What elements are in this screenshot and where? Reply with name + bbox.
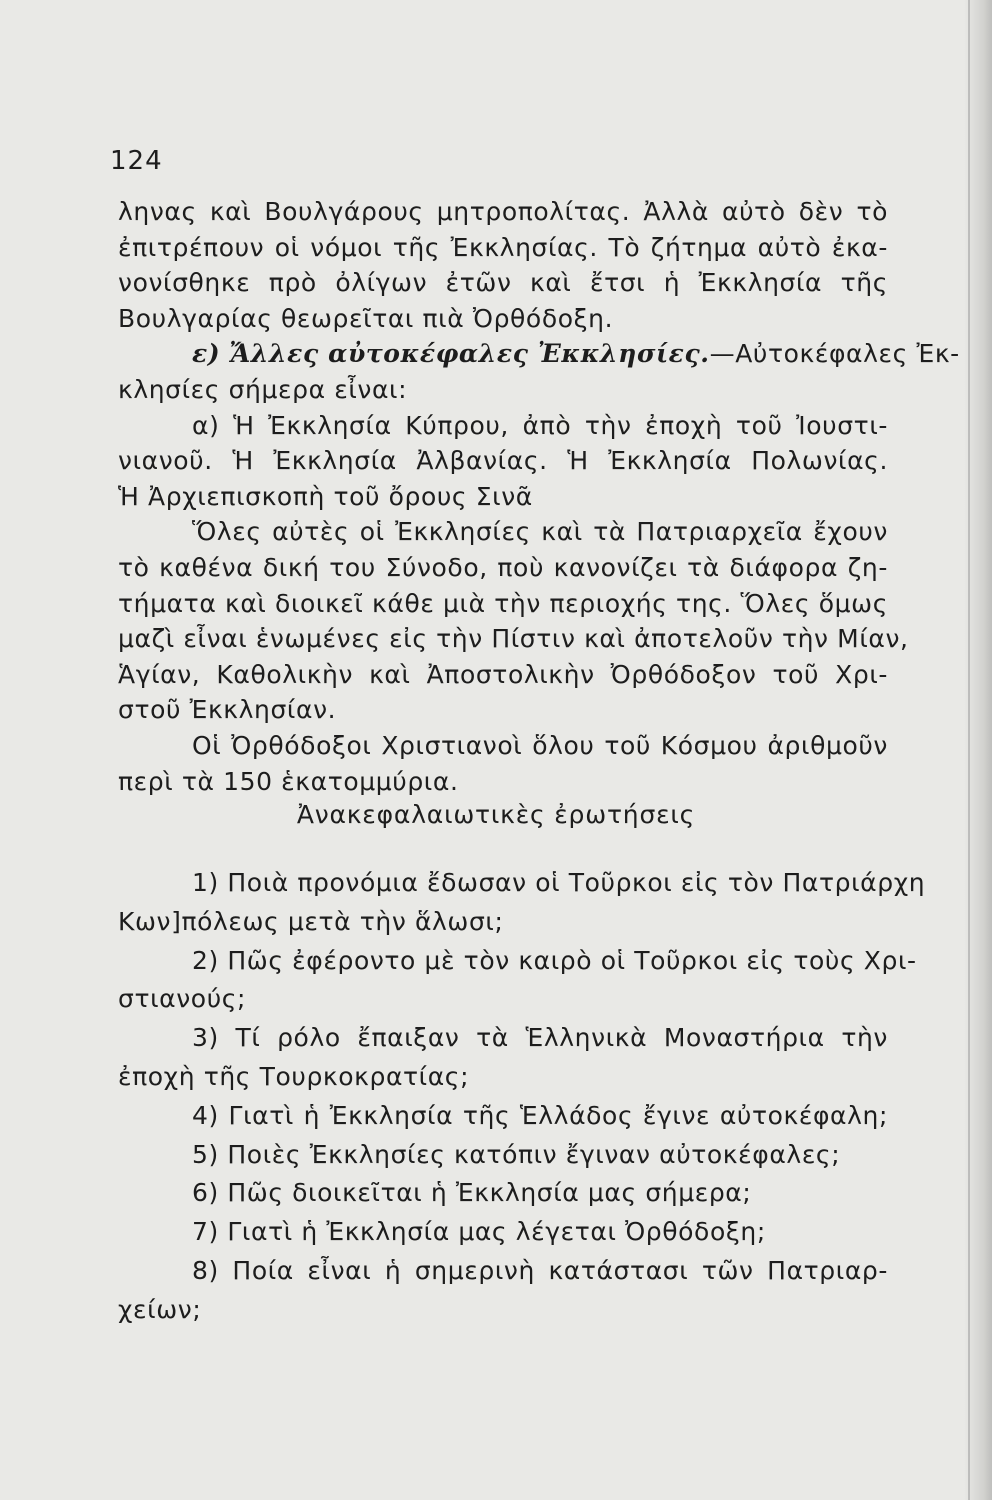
text-line: ληνας καὶ Βουλγάρους μητροπολίτας. Ἀλλὰ αὐτὸ δὲν τὸ	[118, 197, 888, 226]
text-line: Βουλγαρίας θεωρεῖται πιὰ Ὀρθόδοξη.	[118, 303, 614, 333]
question-line: 1) Ποιὰ προνόμια ἔδωσαν οἱ Τοῦρκοι εἰς τὸν Πατριάρχη	[192, 868, 926, 897]
question-line: 3) Τί ρόλο ἔπαιξαν τὰ Ἑλληνικὰ Μοναστήρια τὴν	[192, 1023, 888, 1053]
page-edge-shadow	[964, 0, 992, 1500]
text-line: νιανοῦ. Ἡ Ἐκκλησία Ἀλβανίας. Ἡ Ἐκκλησία Πολωνίας.	[118, 446, 888, 476]
text-line: ἐπιτρέπουν οἱ νόμοι τῆς Ἐκκλησίας. Τὸ ζήτημα αὐτὸ ἐκα-	[118, 232, 888, 262]
text-line: τήματα καὶ διοικεῖ κάθε μιὰ τὴν περιοχής της. Ὅλες ὅμως	[118, 588, 888, 618]
text-line: κλησίες σήμερα εἶναι:	[118, 374, 408, 404]
text-line: Οἱ Ὀρθόδοξοι Χριστιανοὶ ὅλου τοῦ Κόσμου ἀριθμοῦν	[192, 730, 888, 760]
subsection-line	[118, 336, 960, 372]
text-line: νονίσθηκε πρὸ ὀλίγων ἐτῶν καὶ ἔτσι ἡ Ἐκκλησία τῆς	[118, 268, 888, 298]
questions-list	[118, 864, 926, 1330]
question-line: 5) Ποιὲς Ἐκκλησίες κατόπιν ἔγιναν αὐτοκέφαλες;	[192, 1139, 841, 1169]
section-heading: Ἀνακεφαλαιωτικὲς ἐρωτήσεις	[296, 800, 696, 829]
text-line: στοῦ Ἐκκλησίαν.	[118, 695, 337, 725]
text-line: Ὅλες αὐτὲς οἱ Ἐκκλησίες καὶ τὰ Πατριαρχεῖα ἔχουν	[192, 517, 888, 547]
question-line: 7) Γιατὶ ἡ Ἐκκλησία μας λέγεται Ὀρθόδοξη;	[192, 1217, 766, 1247]
question-line: στιανούς;	[118, 984, 247, 1014]
question-line: Κων]πόλεως μετὰ τὴν ἅλωσι;	[118, 906, 504, 936]
text-line: α) Ἡ Ἐκκλησία Κύπρου, ἀπὸ τὴν ἐποχὴ τοῦ Ἰουστι-	[192, 410, 888, 440]
body-text	[118, 194, 960, 799]
page-number: 124	[110, 146, 163, 176]
question-line: 6) Πῶς διοικεῖται ἡ Ἐκκλησία μας σήμερα;	[192, 1178, 752, 1208]
question-line: ἐποχὴ τῆς Τουρκοκρατίας;	[118, 1061, 470, 1091]
text-line: Ἡ Ἀρχιεπισκοπὴ τοῦ ὄρους Σινᾶ	[118, 481, 533, 511]
question-line: χείων;	[118, 1294, 202, 1324]
question-line: 4) Γιατὶ ἡ Ἐκκλησία τῆς Ἑλλάδος ἔγινε αὐτοκέφαλη;	[192, 1100, 888, 1130]
text-line: μαζὶ εἶναι ἑνωμένες εἰς τὴν Πίστιν καὶ ἀποτελοῦν τὴν Μίαν,	[118, 624, 909, 654]
subsection-label: ε) Ἄλλες αὐτοκέφαλες Ἐκκλησίες.	[192, 339, 710, 369]
question-line: 8) Ποία εἶναι ἡ σημερινὴ κατάστασι τῶν Πατριαρ-	[192, 1255, 888, 1285]
text-line: περὶ τὰ 150 ἑκατομμύρια.	[118, 766, 459, 796]
text-line: Ἁγίαν, Καθολικὴν καὶ Ἀποστολικὴν Ὀρθόδοξον τοῦ Χρι-	[118, 659, 888, 689]
subsection-text: —Αὐτοκέφαλες Ἐκ-	[709, 339, 960, 369]
text-line: τὸ καθένα δική του Σύνοδο, ποὺ κανονίζει τὰ διάφορα ζη-	[118, 552, 888, 582]
question-line: 2) Πῶς ἐφέροντο μὲ τὸν καιρὸ οἱ Τοῦρκοι εἰς τοὺς Χρι-	[192, 945, 917, 975]
